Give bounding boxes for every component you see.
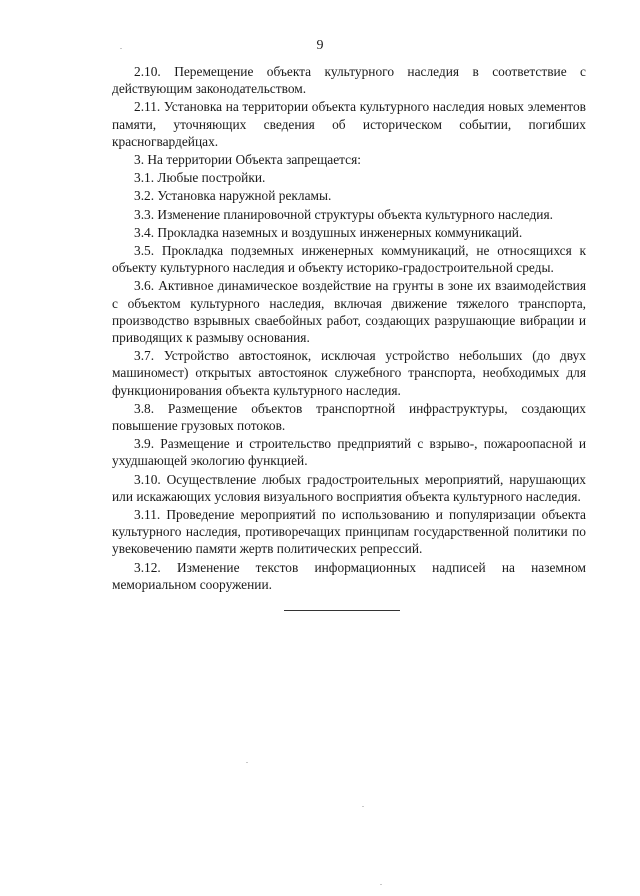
page-number: 9 bbox=[316, 38, 324, 53]
scan-speck bbox=[380, 884, 382, 885]
document-body bbox=[112, 63, 586, 611]
paragraph-3-7: 3.7. Устройство автостоянок, исключая устройство небольших (до двух машиномест) открытых автостоянок служебного транспорта, необходимых для функционирования объекта культурного наследия. bbox=[112, 348, 586, 398]
scan-speck bbox=[362, 806, 364, 807]
paragraph-3-12: 3.12. Изменение текстов информационных надписей на наземном мемориальном сооружении. bbox=[112, 559, 586, 592]
paragraph-3-11: 3.11. Проведение мероприятий по использованию и популяризации объекта культурного наследия, противоречащих принципам государственной политики по увековечению памяти жертв политических репрессий. bbox=[112, 507, 586, 557]
paragraph-3-1: 3.1. Любые постройки. bbox=[134, 170, 266, 186]
paragraph-3-9: 3.9. Размещение и строительство предприятий с взрыво-, пожароопасной и ухудшающей экологию функцией. bbox=[112, 436, 586, 469]
paragraph-2-10: 2.10. Перемещение объекта культурного наследия в соответствие с действующим законодательством. bbox=[112, 64, 586, 97]
paragraph-3-8: 3.8. Размещение объектов транспортной инфраструктуры, создающих повышение грузовых потоков. bbox=[112, 400, 586, 434]
paragraph-3-heading: 3. На территории Объекта запрещается: bbox=[134, 152, 361, 168]
paragraph-3-5: 3.5. Прокладка подземных инженерных коммуникаций, не относящихся к объекту культурного наследия и объекту историко-градостроительной среды. bbox=[112, 243, 586, 276]
paragraph-3-3: 3.3. Изменение планировочной структуры объекта культурного наследия. bbox=[134, 206, 553, 222]
scan-speck bbox=[246, 762, 248, 763]
paragraph-3-6: 3.6. Активное динамическое воздействие на грунты в зоне их взаимодействия с объектом культурного наследия, включая движение тяжелого транспорта, производство взрывных сваебойных работ, создающих разрушающие вибрации и приводящих к размыву основания. bbox=[112, 278, 586, 346]
paragraph-3-4: 3.4. Прокладка наземных и воздушных инженерных коммуникаций. bbox=[134, 224, 523, 240]
paragraph-3-2: 3.2. Установка наружной рекламы. bbox=[134, 188, 332, 204]
paragraph-2-11: 2.11. Установка на территории объекта культурного наследия новых элементов памяти, уточняющих сведения об историческом событии, погибших красногвардейцах. bbox=[112, 99, 586, 149]
paragraph-3-10: 3.10. Осуществление любых градостроительных мероприятий, нарушающих или искажающих условия визуального восприятия объекта культурного наследия. bbox=[112, 471, 586, 504]
end-of-text-rule bbox=[284, 610, 400, 611]
scan-speck bbox=[120, 48, 122, 49]
